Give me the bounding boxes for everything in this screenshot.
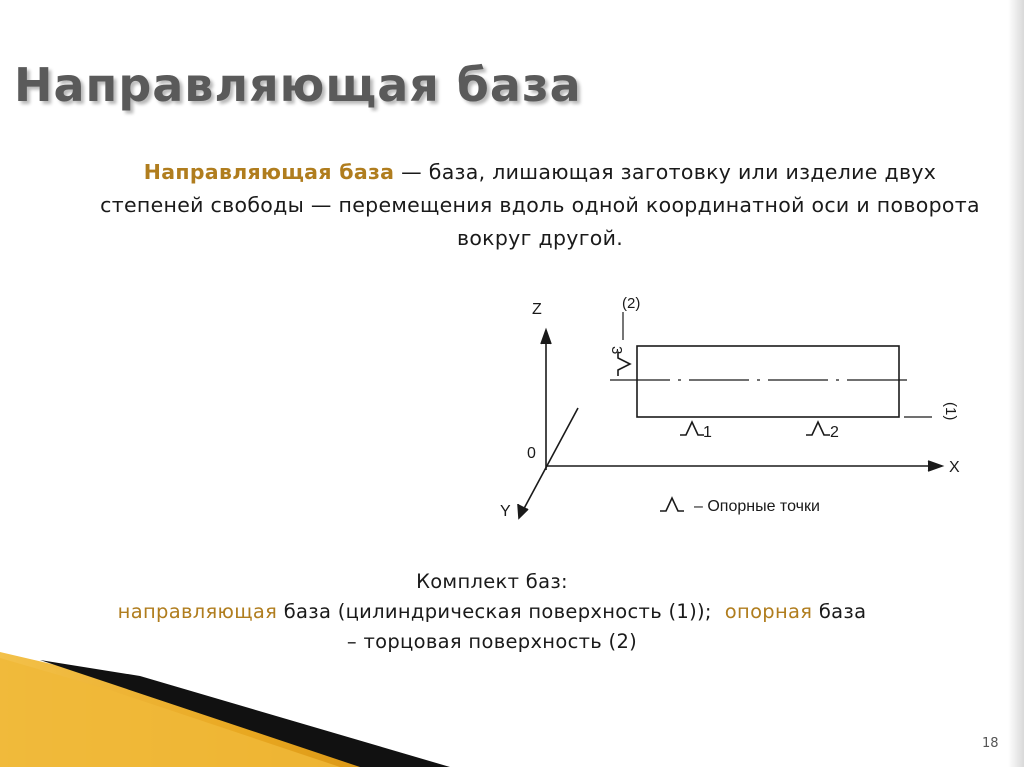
definition-term: Направляющая база: [143, 160, 395, 184]
end-face-label: (2): [622, 295, 641, 312]
definition-paragraph: [100, 156, 980, 255]
y-axis-line: [520, 408, 578, 516]
slide-title: Направляющая база: [14, 58, 582, 112]
y-axis-arrow: [518, 504, 528, 518]
support-symbol-2: [806, 422, 830, 435]
axis-y-label: Y: [500, 503, 511, 520]
definition-text: — база, лишающая заготовку или изделие двух степеней свободы — перемещения вдоль одной координатной оси и поворота вокруг другой.: [100, 160, 980, 250]
gold-band-outline: [0, 658, 340, 767]
support-base-text: база: [812, 600, 867, 623]
base-diagram: [500, 290, 960, 530]
support-base-word: опорная: [724, 600, 813, 623]
legend-support-symbol: [660, 498, 684, 511]
base-set-heading: Комплект баз:: [416, 570, 568, 593]
x-axis-arrow: [928, 461, 942, 471]
support-symbol-3: [618, 352, 630, 376]
base-set-block: [20, 567, 964, 657]
guiding-base-text: база (цилиндрическая поверхность (1));: [277, 600, 725, 623]
support-3-label: 3: [608, 346, 625, 355]
right-edge-shadow: [1008, 0, 1024, 767]
support-symbol-1: [680, 422, 704, 435]
axis-z-label: Z: [532, 301, 542, 318]
guiding-base-word: направляющая: [117, 600, 278, 623]
end-face-line: – торцовая поверхность (2): [346, 630, 638, 653]
z-axis-arrow: [541, 330, 551, 344]
base-set-line: [20, 597, 964, 627]
origin-label: 0: [527, 445, 536, 462]
axis-x-label: X: [949, 459, 960, 476]
cylinder-label: (1): [942, 402, 959, 421]
legend-text: – Опорные точки: [694, 498, 820, 515]
workpiece-rectangle: [637, 346, 899, 417]
page-number: 18: [982, 736, 999, 751]
support-2-label: 2: [830, 424, 839, 441]
support-1-label: 1: [703, 424, 712, 441]
